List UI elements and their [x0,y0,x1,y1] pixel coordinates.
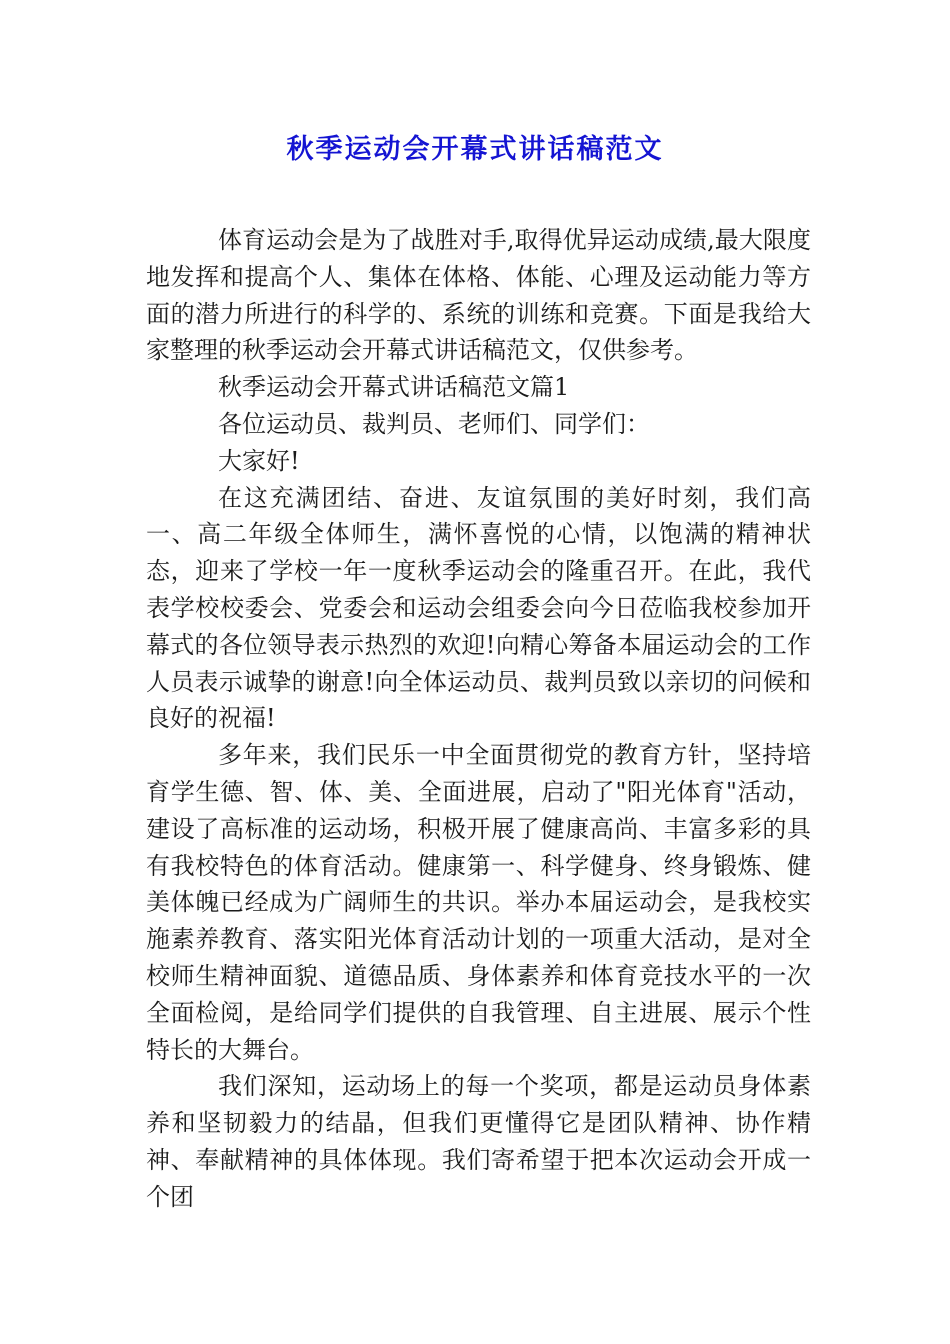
document-title: 秋季运动会开幕式讲话稿范文 [286,134,664,165]
paragraph-welcome: 在这充满团结、奋进、友谊氛围的美好时刻，我们高一、高二年级全体师生，满怀喜悦的心情，以饱满的精神状态，迎来了学校一年一度秋季运动会的隆重召开。在此，我代表学校校委会、党委会和运动会组委会向今日莅临我校参加开幕式的各位领导表示热烈的欢迎!向精心筹备本届运动会的工作人员表示诚挚的谢意!向全体运动员、裁判员致以亲切的问候和良好的祝福! [146,483,811,733]
paragraph-intro: 体育运动会是为了战胜对手,取得优异运动成绩,最大限度地发挥和提高个人、集体在体格、体能、心理及运动能力等方面的潜力所进行的科学的、系统的训练和竞赛。下面是我给大家整理的秋季运动会开幕式讲话稿范文，仅供参考。 [146,226,811,365]
paragraph-section-heading: 秋季运动会开幕式讲话稿范文篇1 [218,373,570,402]
paragraph-greeting: 大家好! [218,446,300,475]
paragraph-salutation: 各位运动员、裁判员、老师们、同学们： [218,409,650,438]
paragraph-school-history: 多年来，我们民乐一中全面贯彻党的教育方针，坚持培育学生德、智、体、美、全面进展，启动了"阳光体育"活动，建设了高标准的运动场，积极开展了健康高尚、丰富多彩的具有我校特色的体育活动。健康第一、科学健身、终身锻炼、健美体魄已经成为广阔师生的共识。举办本届运动会，是我校实施素养教育、落实阳光体育活动计划的一项重大活动，是对全校师生精神面貌、道德品质、身体素养和体育竞技水平的一次全面检阅，是给同学们提供的自我管理、自主进展、展示个性特长的大舞台。 [146,741,811,1064]
paragraph-team-spirit: 我们深知，运动场上的每一个奖项，都是运动员身体素养和坚韧毅力的结晶，但我们更懂得它是团队精神、协作精神、奉献精神的具体体现。我们寄希望于把本次运动会开成一个团 [146,1072,811,1211]
document-body [146,222,811,1216]
